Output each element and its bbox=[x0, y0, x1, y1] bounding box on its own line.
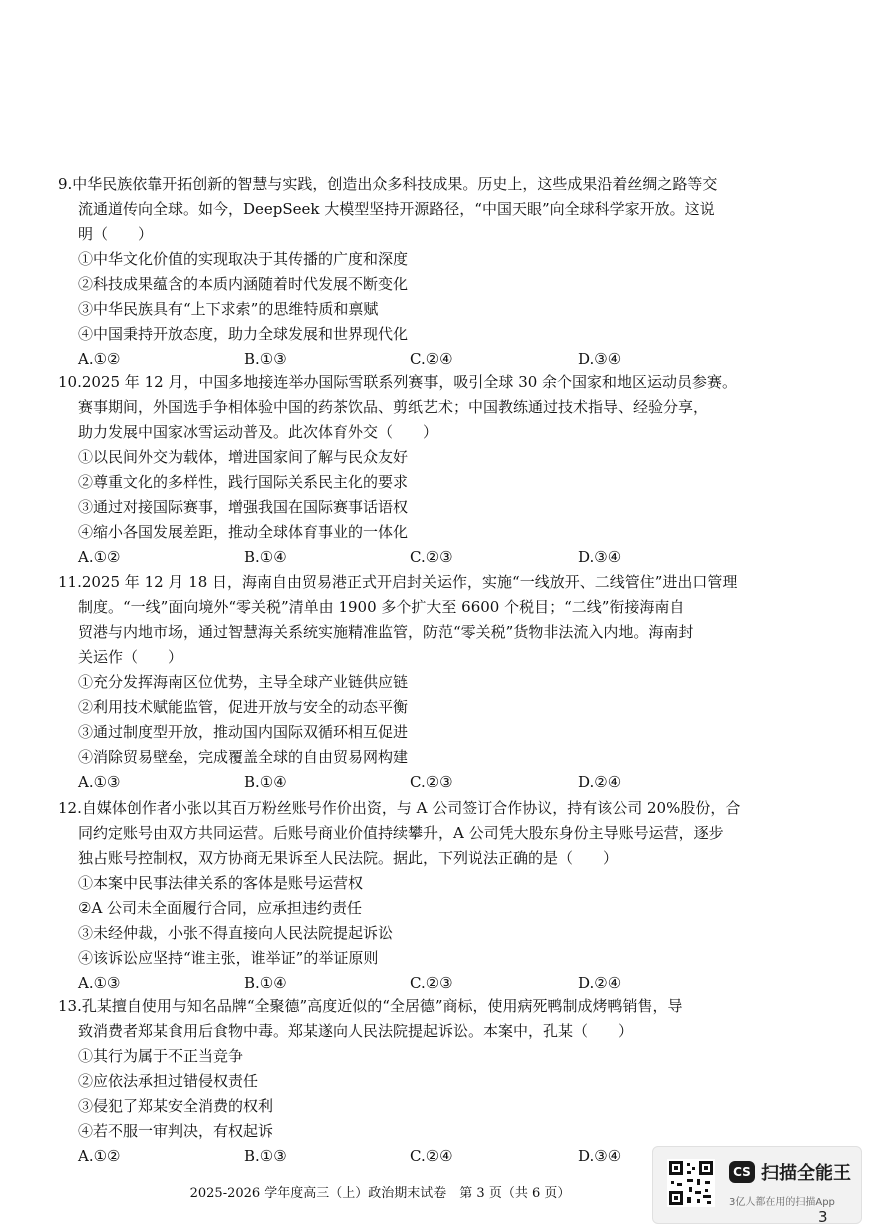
question-13 bbox=[58, 994, 770, 1169]
question-stem-line: 赛事期间，外国选手争相体验中国的药茶饮品、剪纸艺术；中国教练通过技术指导、经验分享， bbox=[78, 398, 709, 416]
question-stem-line: 9.中华民族依靠开拓创新的智慧与实践，创造出众多科技成果。历史上，这些成果沿着丝绸之路等交 bbox=[58, 175, 718, 193]
corner-page-number: 3 bbox=[818, 1208, 828, 1226]
statement-4: ④中国秉持开放态度，助力全球发展和世界现代化 bbox=[78, 325, 409, 343]
question-stem-line: 助力发展中国家冰雪运动普及。此次体育外交（ ） bbox=[78, 423, 439, 441]
choice-a: A.①③ bbox=[78, 974, 121, 992]
statement-4: ④若不服一审判决，有权起诉 bbox=[78, 1122, 274, 1140]
qr-code-icon bbox=[667, 1159, 715, 1207]
choice-a: A.①② bbox=[78, 548, 121, 566]
question-12 bbox=[58, 796, 770, 996]
choice-b: B.①④ bbox=[244, 974, 287, 992]
badge-tagline: 3亿人都在用的扫描App bbox=[729, 1197, 835, 1208]
choice-a: A.①③ bbox=[78, 773, 121, 791]
statement-2: ②科技成果蕴含的本质内涵随着时代发展不断变化 bbox=[78, 275, 409, 293]
statement-3: ③侵犯了郑某安全消费的权利 bbox=[78, 1097, 274, 1115]
question-stem-line: 贸港与内地市场，通过智慧海关系统实施精准监管，防范“零关税”货物非法流入内地。海南封 bbox=[78, 623, 694, 641]
question-stem-line: 制度。“一线”面向境外“零关税”清单由 1900 多个扩大至 6600 个税目；“二线”衔接海南自 bbox=[78, 598, 685, 616]
answer-choices bbox=[58, 971, 770, 996]
question-stem-line: 12.自媒体创作者小张以其百万粉丝账号作价出资，与 A 公司签订合作协议，持有该公司 20%股份，合 bbox=[58, 799, 741, 817]
choice-b: B.①③ bbox=[244, 1147, 287, 1165]
choice-b: B.①④ bbox=[244, 548, 287, 566]
choice-a: A.①② bbox=[78, 350, 121, 368]
camscanner-logo-icon: CS bbox=[729, 1161, 755, 1183]
choice-c: C.②③ bbox=[410, 974, 453, 992]
page-footer: 2025-2026 学年度高三（上）政治期末试卷 第 3 页（共 6 页） bbox=[189, 1186, 571, 1201]
question-stem-line: 关运作（ ） bbox=[78, 648, 184, 666]
statement-3: ③通过对接国际赛事，增强我国在国际赛事话语权 bbox=[78, 498, 409, 516]
choice-d: D.③④ bbox=[578, 350, 622, 368]
answer-choices bbox=[58, 347, 770, 372]
statement-1: ①本案中民事法律关系的客体是账号运营权 bbox=[78, 874, 364, 892]
answer-choices bbox=[58, 770, 770, 795]
statement-3: ③中华民族具有“上下求索”的思维特质和禀赋 bbox=[78, 300, 379, 318]
statement-3: ③通过制度型开放，推动国内国际双循环相互促进 bbox=[78, 723, 409, 741]
choice-c: C.②④ bbox=[410, 350, 453, 368]
choice-c: C.②④ bbox=[410, 1147, 453, 1165]
question-stem-line: 11.2025 年 12 月 18 日，海南自由贸易港正式开启封关运作，实施“一线放开、二线管住”进出口管理 bbox=[58, 573, 738, 591]
statement-1: ①以民间外交为载体，增进国家间了解与民众友好 bbox=[78, 448, 409, 466]
choice-d: D.③④ bbox=[578, 548, 622, 566]
statement-3: ③未经仲裁，小张不得直接向人民法院提起诉讼 bbox=[78, 924, 394, 942]
choice-b: B.①④ bbox=[244, 773, 287, 791]
statement-1: ①中华文化价值的实现取决于其传播的广度和深度 bbox=[78, 250, 409, 268]
statement-4: ④消除贸易壁垒，完成覆盖全球的自由贸易网构建 bbox=[78, 748, 409, 766]
statement-2: ②A 公司未全面履行合同，应承担违约责任 bbox=[78, 899, 363, 917]
question-stem-line: 10.2025 年 12 月，中国多地接连举办国际雪联系列赛事，吸引全球 30 余个国家和地区运动员参赛。 bbox=[58, 373, 738, 391]
choice-d: D.②④ bbox=[578, 974, 622, 992]
statement-2: ②应依法承担过错侵权责任 bbox=[78, 1072, 259, 1090]
statement-4: ④缩小各国发展差距，推动全球体育事业的一体化 bbox=[78, 523, 409, 541]
question-11 bbox=[58, 570, 770, 795]
badge-brand-name: 扫描全能王 bbox=[761, 1163, 851, 1184]
question-stem-line: 13.孔某擅自使用与知名品牌“全聚德”高度近似的“全居德”商标，使用病死鸭制成烤鸭销售，导 bbox=[58, 997, 683, 1015]
answer-choices bbox=[58, 545, 770, 570]
choice-c: C.②③ bbox=[410, 773, 453, 791]
question-stem-line: 明（ ） bbox=[78, 225, 154, 243]
choice-b: B.①③ bbox=[244, 350, 287, 368]
question-stem-line: 流通道传向全球。如今，DeepSeek 大模型坚持开源路径，“中国天眼”向全球科学家开放。这说 bbox=[78, 200, 715, 218]
question-stem-line: 独占账号控制权，双方协商无果诉至人民法院。据此，下列说法正确的是（ ） bbox=[78, 849, 619, 867]
choice-d: D.②④ bbox=[578, 773, 622, 791]
choice-c: C.②③ bbox=[410, 548, 453, 566]
statement-2: ②尊重文化的多样性，践行国际关系民主化的要求 bbox=[78, 473, 409, 491]
question-stem-line: 致消费者郑某食用后食物中毒。郑某遂向人民法院提起诉讼。本案中，孔某（ ） bbox=[78, 1022, 634, 1040]
question-9 bbox=[58, 172, 770, 372]
choice-a: A.①② bbox=[78, 1147, 121, 1165]
scanner-watermark-badge bbox=[652, 1146, 862, 1224]
choice-d: D.③④ bbox=[578, 1147, 622, 1165]
question-stem-line: 同约定账号由双方共同运营。后账号商业价值持续攀升，A 公司凭大股东身份主导账号运营，逐步 bbox=[78, 824, 724, 842]
question-10 bbox=[58, 370, 770, 570]
statement-4: ④该诉讼应坚持“谁主张，谁举证”的举证原则 bbox=[78, 949, 379, 967]
statement-1: ①充分发挥海南区位优势，主导全球产业链供应链 bbox=[78, 673, 409, 691]
statement-2: ②利用技术赋能监管，促进开放与安全的动态平衡 bbox=[78, 698, 409, 716]
statement-1: ①其行为属于不正当竞争 bbox=[78, 1047, 244, 1065]
